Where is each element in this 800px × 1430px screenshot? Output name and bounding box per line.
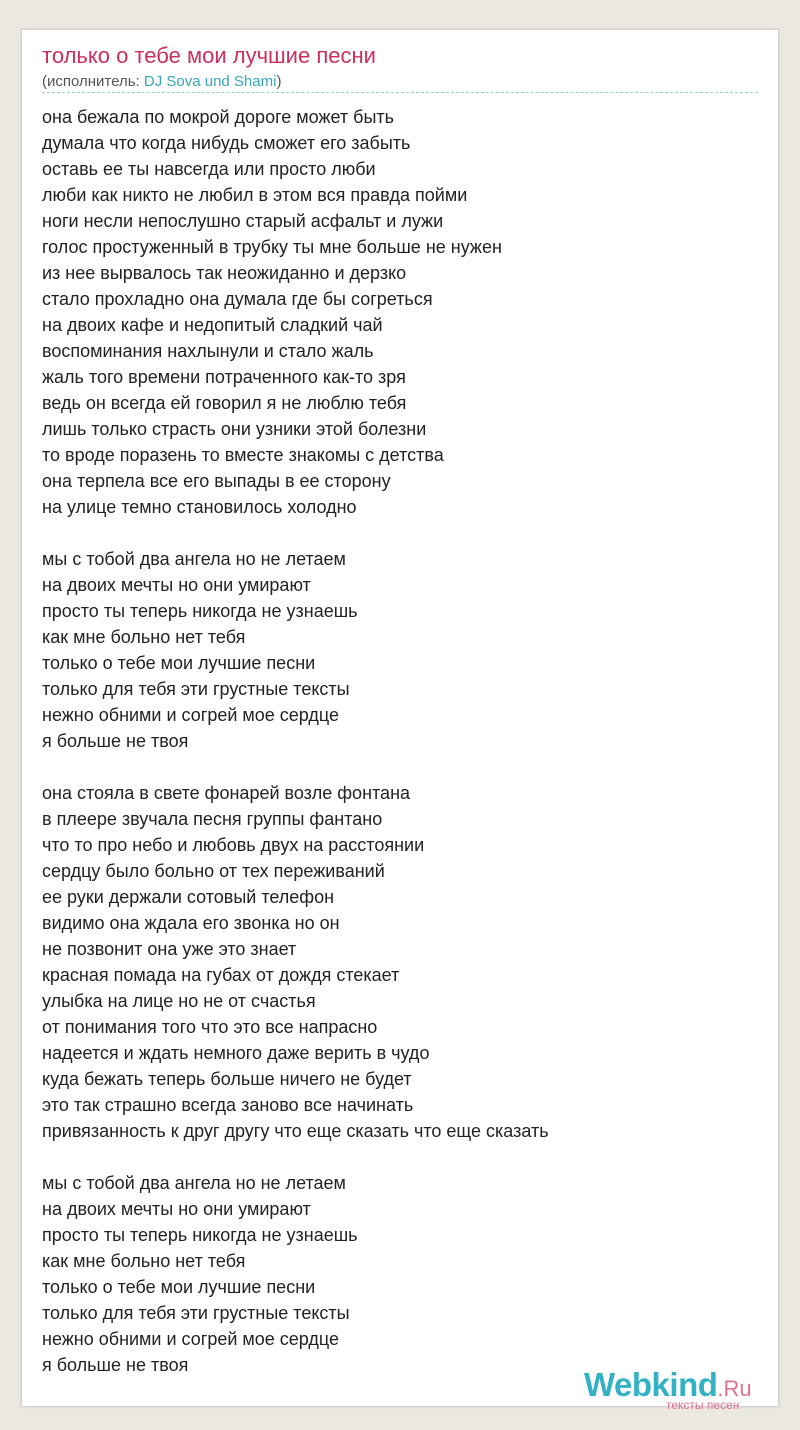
lyrics-line: улыбка на лице но не от счастья bbox=[42, 991, 316, 1011]
artist-prefix: (исполнитель: bbox=[42, 73, 144, 90]
lyrics-line: из нее вырвалось так неожиданно и дерзко bbox=[42, 263, 407, 283]
lyrics-line: не позвонит она уже это знает bbox=[42, 939, 297, 959]
lyrics-line: просто ты теперь никогда не узнаешь bbox=[42, 1225, 358, 1245]
lyrics-line: мы с тобой два ангела но не летаем bbox=[42, 549, 346, 569]
lyrics-line: ноги несли непослушно старый асфальт и лужи bbox=[42, 211, 444, 231]
song-title: только о тебе мои лучшие песни bbox=[42, 43, 376, 68]
lyrics-line: как мне больно нет тебя bbox=[42, 1251, 246, 1271]
lyrics-line: она терпела все его выпады в ее сторону bbox=[42, 471, 391, 491]
lyrics-line: это так страшно всегда заново все начинать bbox=[42, 1095, 414, 1115]
lyrics-line: нежно обними и согрей мое сердце bbox=[42, 1329, 340, 1349]
lyrics-line: сердцу было больно от тех переживаний bbox=[42, 861, 385, 881]
lyrics-stanza bbox=[42, 104, 758, 520]
artist-suffix: ) bbox=[276, 73, 282, 90]
lyrics-line: только для тебя эти грустные тексты bbox=[42, 1303, 350, 1323]
lyrics-line: мы с тобой два ангела но не летаем bbox=[42, 1173, 346, 1193]
lyrics-line: только для тебя эти грустные тексты bbox=[42, 679, 350, 699]
artist-line bbox=[42, 73, 281, 90]
logo-tagline: тексты песен bbox=[666, 1398, 740, 1412]
lyrics-line: ее руки держали сотовый телефон bbox=[42, 887, 335, 907]
lyrics-line: я больше не твоя bbox=[42, 731, 189, 751]
lyrics-line: куда бежать теперь больше ничего не будет bbox=[42, 1069, 412, 1089]
title-divider bbox=[42, 92, 758, 93]
lyrics-line: просто ты теперь никогда не узнаешь bbox=[42, 601, 358, 621]
lyrics-line: привязанность к друг другу что еще сказать что еще сказать bbox=[42, 1121, 549, 1141]
lyrics-line: стало прохладно она думала где бы согреться bbox=[42, 289, 433, 309]
lyrics-line: только о тебе мои лучшие песни bbox=[42, 653, 316, 673]
lyrics-line: думала что когда нибудь сможет его забыть bbox=[42, 133, 411, 153]
lyrics-line: ведь он всегда ей говорил я не люблю тебя bbox=[42, 393, 407, 413]
lyrics-line: она стояла в свете фонарей возле фонтана bbox=[42, 783, 411, 803]
lyrics-line: видимо она ждала его звонка но он bbox=[42, 913, 340, 933]
lyrics-line: оставь ее ты навсегда или просто люби bbox=[42, 159, 376, 179]
lyrics-line: на двоих мечты но они умирают bbox=[42, 575, 311, 595]
lyrics-card bbox=[22, 30, 778, 1412]
lyrics-line: красная помада на губах от дождя стекает bbox=[42, 965, 400, 985]
lyrics-stanza bbox=[42, 546, 758, 754]
lyrics-line: голос простуженный в трубку ты мне больше не нужен bbox=[42, 237, 502, 257]
lyrics-line: жаль того времени потраченного как-то зря bbox=[42, 367, 406, 387]
lyrics-line: надеется и ждать немного даже верить в чудо bbox=[42, 1043, 430, 1063]
lyrics-line: лишь только страсть они узники этой болезни bbox=[42, 419, 427, 439]
lyrics-line: на двоих мечты но они умирают bbox=[42, 1199, 311, 1219]
lyrics-stanza bbox=[42, 780, 758, 1144]
lyrics-line: нежно обними и согрей мое сердце bbox=[42, 705, 340, 725]
lyrics-line: только о тебе мои лучшие песни bbox=[42, 1277, 316, 1297]
lyrics-line: она бежала по мокрой дороге может быть bbox=[42, 107, 395, 127]
lyrics-stanza bbox=[42, 1170, 758, 1378]
webkind-logo[interactable] bbox=[582, 1366, 778, 1410]
lyrics-line: как мне больно нет тебя bbox=[42, 627, 246, 647]
lyrics-line: что то про небо и любовь двух на расстоянии bbox=[42, 835, 425, 855]
lyrics-line: от понимания того что это все напрасно bbox=[42, 1017, 378, 1037]
lyrics-line: воспоминания нахлынули и стало жаль bbox=[42, 341, 374, 361]
lyrics-line: я больше не твоя bbox=[42, 1355, 189, 1375]
lyrics-line: в плеере звучала песня группы фантано bbox=[42, 809, 383, 829]
lyrics-line: то вроде поразень то вместе знакомы с детства bbox=[42, 445, 444, 465]
logo-main-text: Webkind bbox=[584, 1366, 718, 1403]
lyrics-line: на улице темно становилось холодно bbox=[42, 497, 357, 517]
lyrics-line: люби как никто не любил в этом вся правда пойми bbox=[42, 185, 468, 205]
logo-suffix-text: .Ru bbox=[717, 1376, 752, 1401]
artist-link[interactable]: DJ Sova und Shami bbox=[143, 73, 277, 90]
lyrics-body bbox=[42, 104, 758, 1404]
lyrics-line: на двоих кафе и недопитый сладкий чай bbox=[42, 315, 383, 335]
